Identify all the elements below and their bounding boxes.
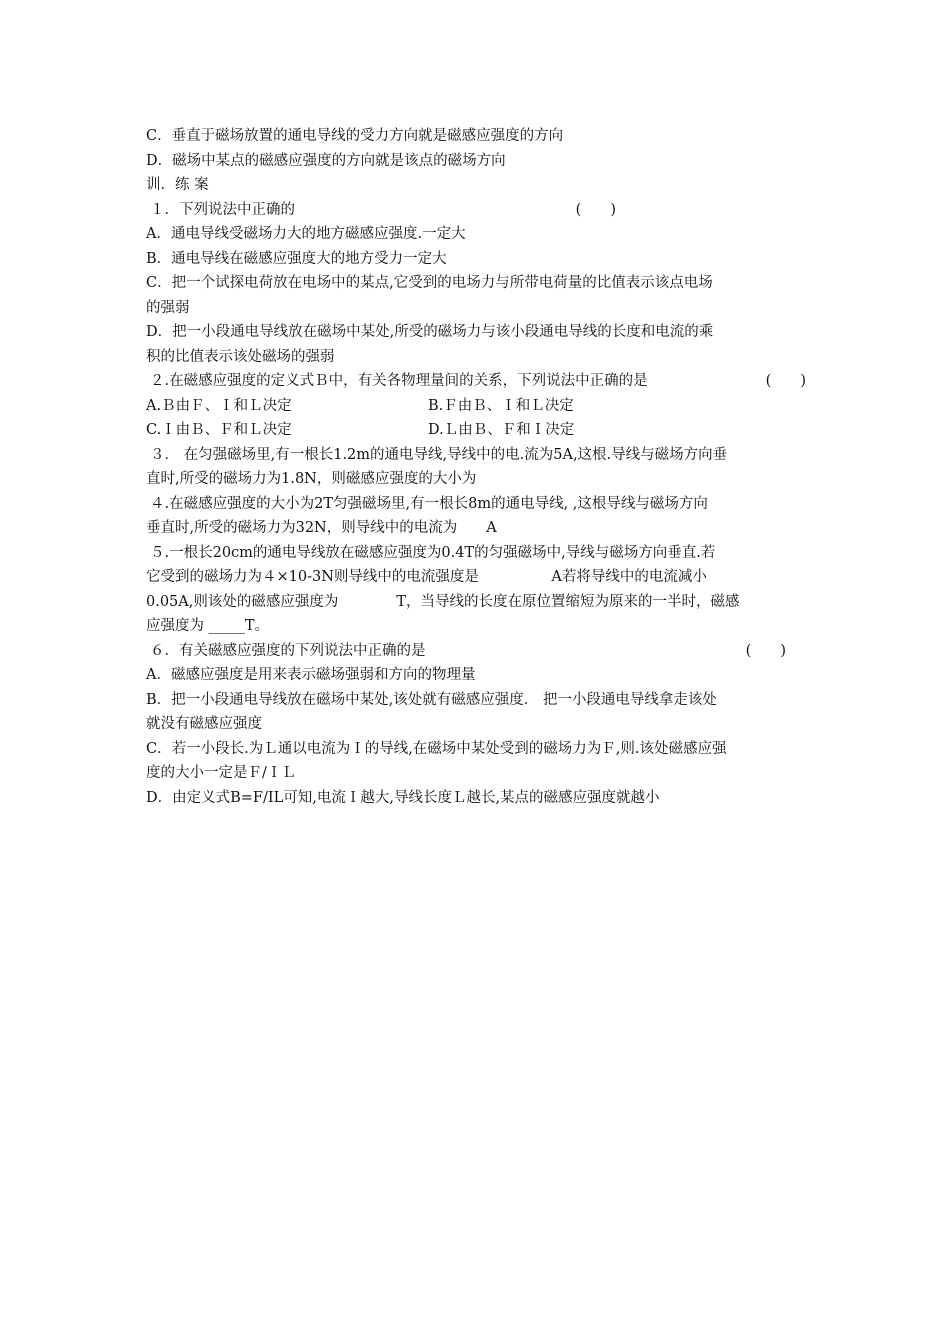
q2-stem-row — [146, 369, 816, 394]
q6-option-d: D．由定义式B=F/IL可知,电流Ｉ越大,导线长度Ｌ越长,某点的磁感应强度就越小 — [146, 789, 660, 806]
q1-stem-row — [146, 198, 816, 223]
q2-paren: ( ) — [765, 373, 806, 389]
q5-line1: ５.一根长20cm的通电导线放在磁感应强度为0.4T的匀强磁场中,导线与磁场方向垂直.若 — [150, 544, 716, 561]
q2-options-row2 — [146, 418, 816, 443]
q1-option-c-line2: 的强弱 — [146, 299, 190, 316]
q3-line2: 直时,所受的磁场力为1.8N，则磁感应强度的大小为 — [146, 471, 477, 487]
q5-line3: 0.05A,则该处的磁感应强度为 T，当导线的长度在原位置缩短为原来的一半时，磁感 — [146, 593, 740, 610]
q6-option-a: A．磁感应强度是用来表示磁场强弱和方向的物理量 — [146, 667, 476, 683]
q1-option-d-line1: D．把一小段通电导线放在磁场中某处,所受的磁场力与该小段通电导线的长度和电流的乘 — [146, 324, 714, 340]
prev-option-d: D．磁场中某点的磁感应强度的方向就是该点的磁场方向 — [146, 152, 506, 169]
q1-paren: ( ) — [575, 201, 616, 218]
q6-option-c-line1: C．若一小段长.为Ｌ通以电流为Ｉ的导线,在磁场中某处受到的磁场力为Ｆ,则.该处磁感应强 — [146, 740, 727, 757]
q2-stem: ２.在磁感应强度的定义式Ｂ中，有关各物理量间的关系，下列说法中正确的是 — [150, 373, 648, 389]
q2-option-c: C.Ｉ由Ｂ、Ｆ和Ｌ决定 — [146, 422, 292, 438]
q1-option-c-line1: C．把一个试探电荷放在电场中的某点,它受到的电场力与所带电荷量的比值表示该点电场 — [146, 275, 713, 291]
q6-option-c-line2: 度的大小一定是Ｆ/ＩＬ — [146, 765, 296, 781]
q3-line1: ３． 在匀强磁场里,有一根长1.2m的通电导线,导线中的电.流为5A,这根.导线与磁场方向垂 — [150, 446, 728, 463]
q2-options-row1 — [146, 394, 816, 419]
prev-option-c: C．垂直于磁场放置的通电导线的受力方向就是磁感应强度的方向 — [146, 128, 564, 144]
q5-line4: 应强度为 _____T。 — [146, 618, 270, 634]
q1-option-b: B．通电导线在磁感应强度大的地方受力一定大 — [146, 250, 447, 267]
q6-stem-row — [146, 639, 816, 664]
q6-stem: ６．有关磁感应强度的下列说法中正确的是 — [150, 642, 426, 659]
q6-paren: ( ) — [745, 642, 786, 659]
q4-line1: ４.在磁感应强度的大小为2T匀强磁场里,有一根长8m的通电导线, ,这根导线与磁场方向 — [150, 495, 708, 512]
q6-option-b-line2: 就没有磁感应强度 — [146, 716, 262, 732]
q4-line2: 垂直时,所受的磁场力为32N，则导线中的电流为 A — [146, 520, 497, 536]
q2-option-b: B.Ｆ由Ｂ、Ｉ和Ｌ决定 — [428, 397, 574, 414]
section-title: 训．练 案 — [146, 177, 209, 193]
q1-option-a: A．通电导线受磁场力大的地方磁感应强度.一定大 — [146, 226, 466, 242]
q5-line2: 它受到的磁场力为４×10-3N则导线中的电流强度是 A若将导线中的电流减小 — [146, 569, 707, 585]
q1-option-d-line2: 积的比值表示该处磁场的强弱 — [146, 348, 335, 365]
q2-option-d: D.Ｌ由Ｂ、Ｆ和Ｉ决定 — [428, 422, 575, 438]
document-page — [146, 124, 816, 810]
q1-stem: １．下列说法中正确的 — [150, 201, 295, 218]
q2-option-a: A.Ｂ由Ｆ、Ｉ和Ｌ决定 — [146, 397, 292, 414]
q6-option-b-line1: B．把一小段通电导线放在磁场中某处,该处就有磁感应强度． 把一小段通电导线拿走该处 — [146, 691, 717, 708]
